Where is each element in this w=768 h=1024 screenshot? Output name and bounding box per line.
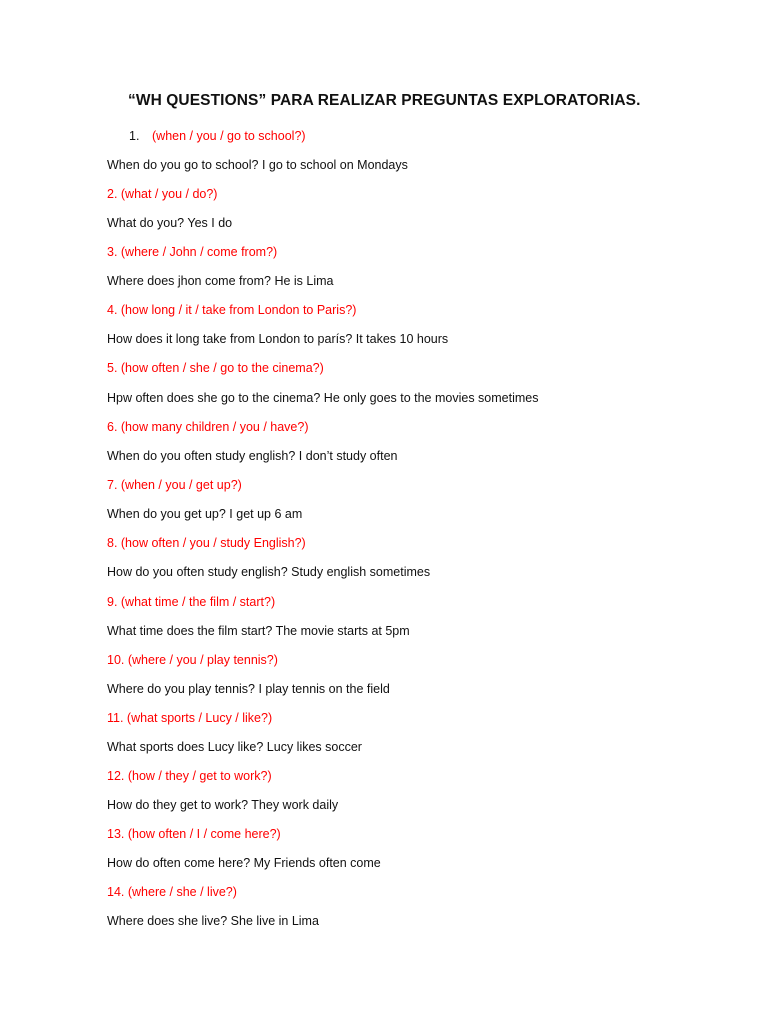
question-prompt: 10. (where / you / play tennis?) xyxy=(107,653,278,667)
question-answer: When do you go to school? I go to school on Mondays xyxy=(107,158,408,172)
question-answer: When do you often study english? I don’t study often xyxy=(107,449,398,463)
question-prompt: (when / you / go to school?) xyxy=(152,129,306,143)
item-number: 1. xyxy=(129,129,140,143)
question-prompt: 8. (how often / you / study English?) xyxy=(107,536,306,550)
question-prompt: 9. (what time / the film / start?) xyxy=(107,595,276,609)
question-answer: Where do you play tennis? I play tennis on the field xyxy=(107,682,390,696)
question-answer: How do they get to work? They work daily xyxy=(107,798,339,812)
question-prompt: 13. (how often / I / come here?) xyxy=(107,827,281,841)
question-prompt: 3. (where / John / come from?) xyxy=(107,245,278,259)
question-answer: How do often come here? My Friends often come xyxy=(107,856,381,870)
document-title: “WH QUESTIONS” PARA REALIZAR PREGUNTAS EXPLORATORIAS. xyxy=(128,92,641,109)
question-answer: What do you? Yes I do xyxy=(107,216,233,230)
question-answer: Where does she live? She live in Lima xyxy=(107,914,319,928)
question-answer: How do you often study english? Study english sometimes xyxy=(107,565,431,579)
question-prompt: 4. (how long / it / take from London to Paris?) xyxy=(107,303,357,317)
question-answer: What sports does Lucy like? Lucy likes soccer xyxy=(107,740,362,754)
question-prompt: 2. (what / you / do?) xyxy=(107,187,218,201)
question-answer: How does it long take from London to parís? It takes 10 hours xyxy=(107,332,449,346)
question-prompt: 12. (how / they / get to work?) xyxy=(107,769,272,783)
question-prompt: 7. (when / you / get up?) xyxy=(107,478,242,492)
question-answer: When do you get up? I get up 6 am xyxy=(107,507,303,521)
question-answer: Where does jhon come from? He is Lima xyxy=(107,274,334,288)
question-answer: What time does the film start? The movie starts at 5pm xyxy=(107,624,410,638)
question-prompt: 14. (where / she / live?) xyxy=(107,885,237,899)
question-prompt: 5. (how often / she / go to the cinema?) xyxy=(107,361,324,375)
question-answer: Hpw often does she go to the cinema? He only goes to the movies sometimes xyxy=(107,391,539,405)
question-prompt: 6. (how many children / you / have?) xyxy=(107,420,309,434)
question-prompt: 11. (what sports / Lucy / like?) xyxy=(107,711,273,725)
